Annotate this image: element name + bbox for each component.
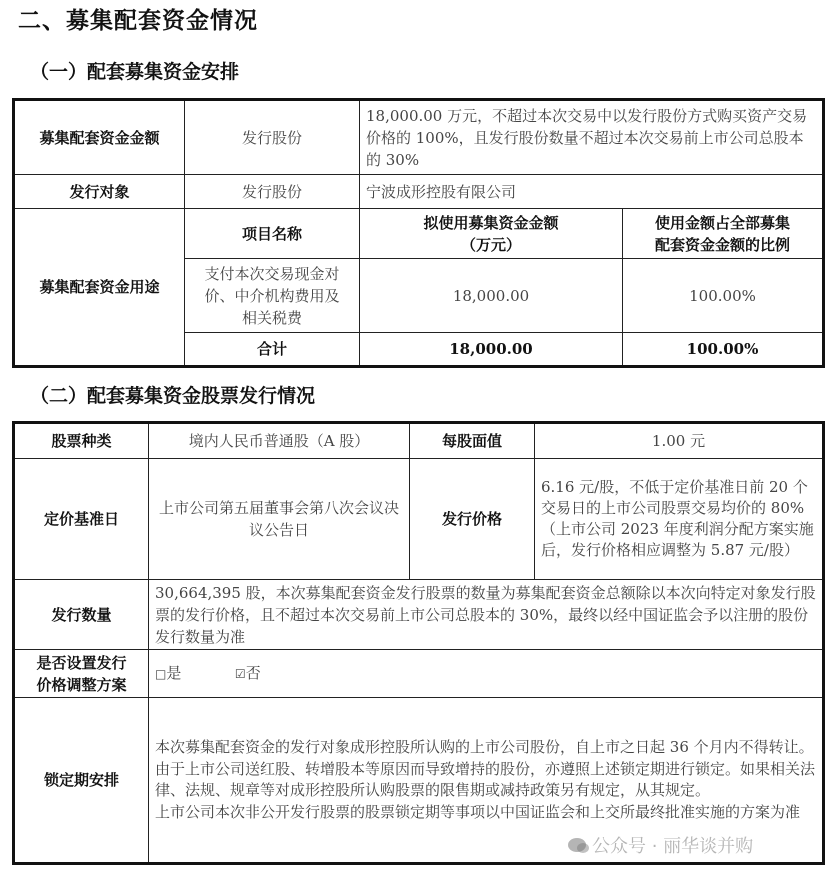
usage-item-ratio: 100.00% [623,259,824,333]
option-no-label: 否 [245,664,261,682]
section2-title: （二）配套募集资金股票发行情况 [30,385,316,407]
wechat-icon [568,838,586,852]
table-row [14,100,824,175]
price-adjust-label-line1: 是否设置发行 [36,653,127,672]
issue-price-value: 6.16 元/股，不低于定价基准日前 20 个交易日的上市公司股票交易均价的 80%（上市公司 2023 年度利润分配方案实施后，发行价格相应调整为 5.87 元/股） [535,459,824,580]
usage-label: 募集配套资金用途 [14,209,185,367]
lockup-paragraph: 上市公司本次非公开发行股票的股票锁定期等事项以中国证监会和上交所最终批准实施的方案为准 [155,802,801,821]
checked-box-icon[interactable]: ☑ [234,667,246,681]
par-value-label: 每股面值 [410,423,535,459]
table-row [14,175,824,209]
issue-quantity-label: 发行数量 [14,580,149,650]
issue-price-label: 发行价格 [410,459,535,580]
target-text: 宁波成形控股有限公司 [360,175,824,209]
lockup-paragraph: 本次募集配套资金的发行对象成形控股所认购的上市公司股份，自上市之日起 36 个月内不得转让。 [155,738,814,756]
usage-header-amount [360,209,623,259]
lockup-label: 锁定期安排 [14,698,149,864]
usage-header-amount-line1: 拟使用募集资金金额 [423,213,559,232]
price-adjust-options [149,650,824,698]
option-yes[interactable] [155,664,186,682]
pricing-date-value: 上市公司第五届董事会第八次会议决议公告日 [149,459,410,580]
issue-quantity-value: 30,664,395 股，本次募集配套资金发行股票的数量为募集配套资金总额除以本次向特定对象发行股票的发行价格，且不超过本次交易前上市公司总股本的 30%，最终以经中国证监会予以注册的股份发行数量为准 [149,580,824,650]
table-row [14,423,824,459]
price-adjust-label-line2: 价格调整方案 [36,675,127,694]
par-value-value: 1.00 元 [535,423,824,459]
stock-type-value: 境内人民币普通股（A 股） [149,423,410,459]
usage-header-ratio-line2: 配套资金金额的比例 [654,235,790,254]
target-label: 发行对象 [14,175,185,209]
pricing-date-label: 定价基准日 [14,459,149,580]
section1-title: （一）配套募集资金安排 [30,61,240,83]
price-adjust-label [14,650,149,698]
table-row [14,459,824,580]
watermark [568,832,753,858]
table-row [14,209,824,259]
amount-text: 18,000.00 万元，不超过本次交易中以发行股份方式购买资产交易价格的 100%，且发行股份数量不超过本次交易前上市公司总股本的 30% [360,100,824,175]
amount-type: 发行股份 [185,100,360,175]
usage-total-label: 合计 [185,333,360,367]
lockup-paragraph: 由于上市公司送红股、转增股本等原因而导致增持的股份，亦遵照上述锁定期进行锁定。如果相关法律、法规、规章等对成形控股所认购股票的限售期或减持政策另有规定，从其规定。 [155,759,816,799]
option-no[interactable] [235,664,261,682]
table-row [14,650,824,698]
usage-header-ratio-line1: 使用金额占全部募集 [654,213,790,232]
usage-total-ratio: 100.00% [623,333,824,367]
usage-header-ratio [623,209,824,259]
usage-item-name: 支付本次交易现金对价、中介机构费用及相关税费 [185,259,360,333]
usage-header-amount-line2: （万元） [460,235,521,254]
usage-item-amount: 18,000.00 [360,259,623,333]
usage-header-name: 项目名称 [185,209,360,259]
fund-arrangement-table [12,98,825,368]
stock-issuance-table [12,421,825,865]
target-type: 发行股份 [185,175,360,209]
page-heading: 二、募集配套资金情况 [18,8,258,34]
unchecked-box-icon[interactable]: □ [155,667,167,681]
usage-total-amount: 18,000.00 [360,333,623,367]
stock-type-label: 股票种类 [14,423,149,459]
amount-label: 募集配套资金金额 [14,100,185,175]
option-yes-label: 是 [166,664,182,682]
table-row [14,580,824,650]
watermark-text: 公众号 · 丽华谈并购 [592,836,754,857]
